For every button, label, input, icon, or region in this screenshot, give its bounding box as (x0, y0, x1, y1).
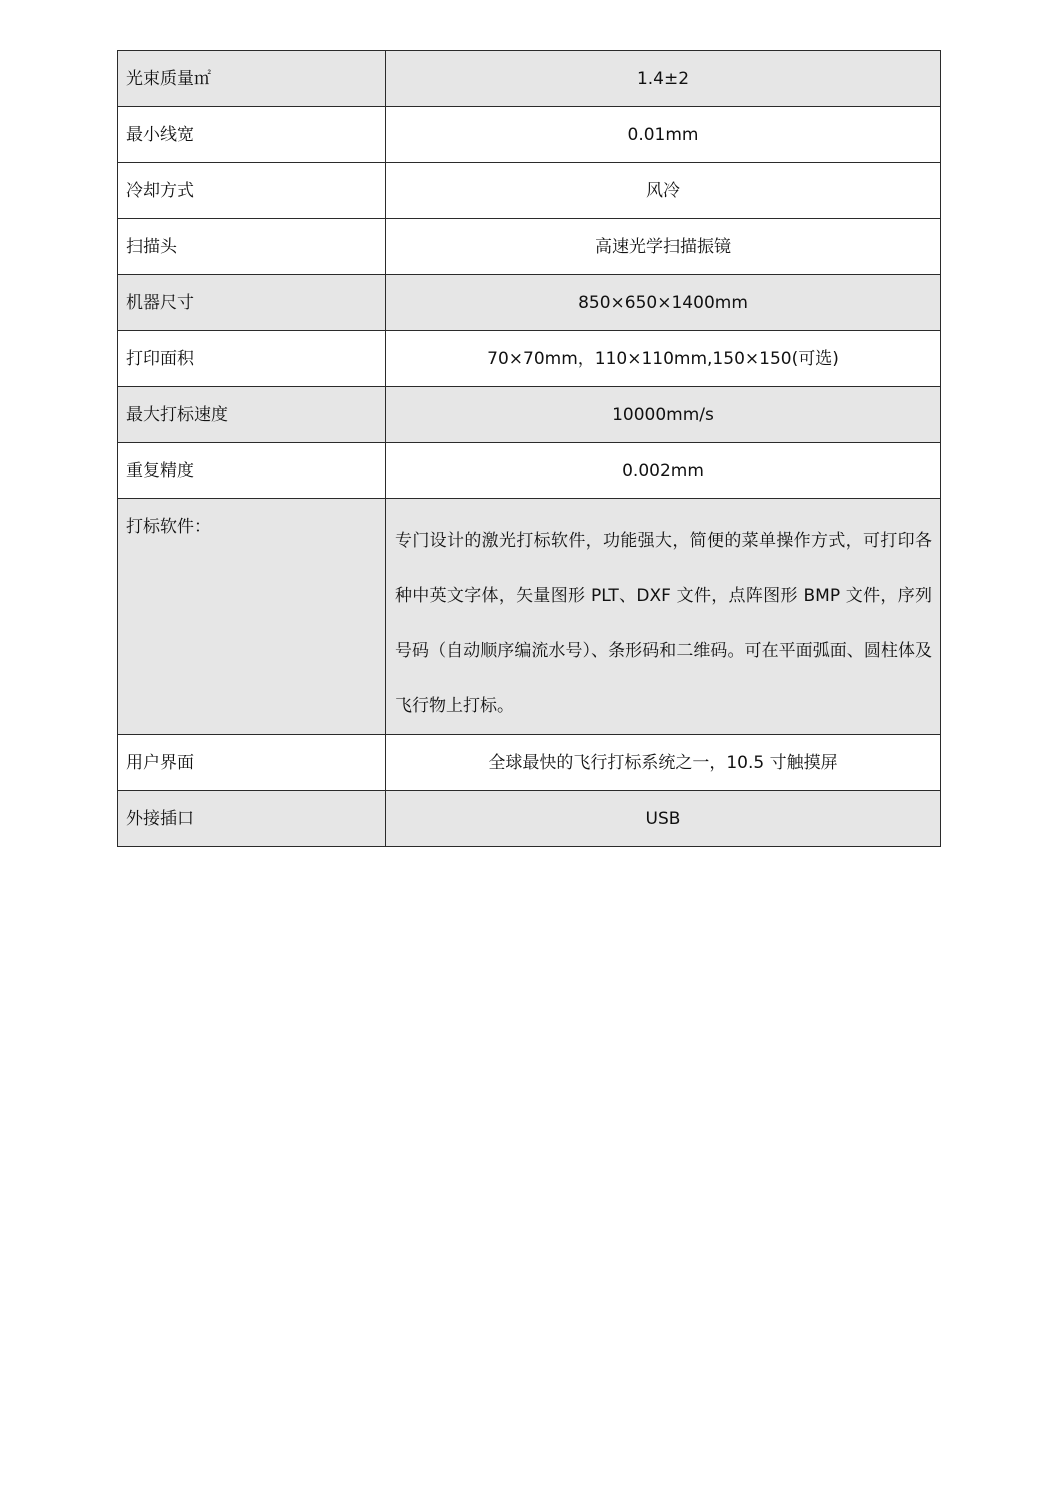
row-label-machine-size: 机器尺寸 (118, 275, 386, 331)
row-value-scan-head: 高速光学扫描振镜 (386, 219, 941, 275)
table-row (118, 735, 941, 791)
table-row (118, 443, 941, 499)
row-value-repeat-precision: 0.002mm (386, 443, 941, 499)
spec-table (117, 50, 941, 847)
row-label-marking-software: 打标软件： (118, 499, 386, 735)
row-label-beam-quality: 光束质量㎡ (118, 51, 386, 107)
table-row (118, 387, 941, 443)
row-value-cooling-method: 风冷 (386, 163, 941, 219)
row-value-max-marking-speed: 10000mm/s (386, 387, 941, 443)
table-row (118, 331, 941, 387)
table-row (118, 163, 941, 219)
row-label-user-interface: 用户界面 (118, 735, 386, 791)
row-value-print-area: 70×70mm，110×110mm,150×150(可选) (386, 331, 941, 387)
row-label-cooling-method: 冷却方式 (118, 163, 386, 219)
table-row (118, 219, 941, 275)
row-value-beam-quality: 1.4±2 (386, 51, 941, 107)
table-row (118, 275, 941, 331)
row-label-max-marking-speed: 最大打标速度 (118, 387, 386, 443)
row-value-user-interface: 全球最快的飞行打标系统之一，10.5 寸触摸屏 (386, 735, 941, 791)
row-value-marking-software: 专门设计的激光打标软件，功能强大，简便的菜单操作方式，可打印各种中英文字体，矢量图形 PLT、DXF 文件，点阵图形 BMP 文件，序列号码（自动顺序编流水号）、条形码和二维码。可在平面弧面、圆柱体及飞行物上打标。 (386, 499, 941, 735)
table-row (118, 107, 941, 163)
row-label-external-port: 外接插口 (118, 791, 386, 847)
row-label-print-area: 打印面积 (118, 331, 386, 387)
row-label-scan-head: 扫描头 (118, 219, 386, 275)
row-value-external-port: USB (386, 791, 941, 847)
table-row (118, 499, 941, 735)
table-row (118, 791, 941, 847)
table-row (118, 51, 941, 107)
row-label-min-line-width: 最小线宽 (118, 107, 386, 163)
row-label-repeat-precision: 重复精度 (118, 443, 386, 499)
row-value-min-line-width: 0.01mm (386, 107, 941, 163)
row-value-machine-size: 850×650×1400mm (386, 275, 941, 331)
